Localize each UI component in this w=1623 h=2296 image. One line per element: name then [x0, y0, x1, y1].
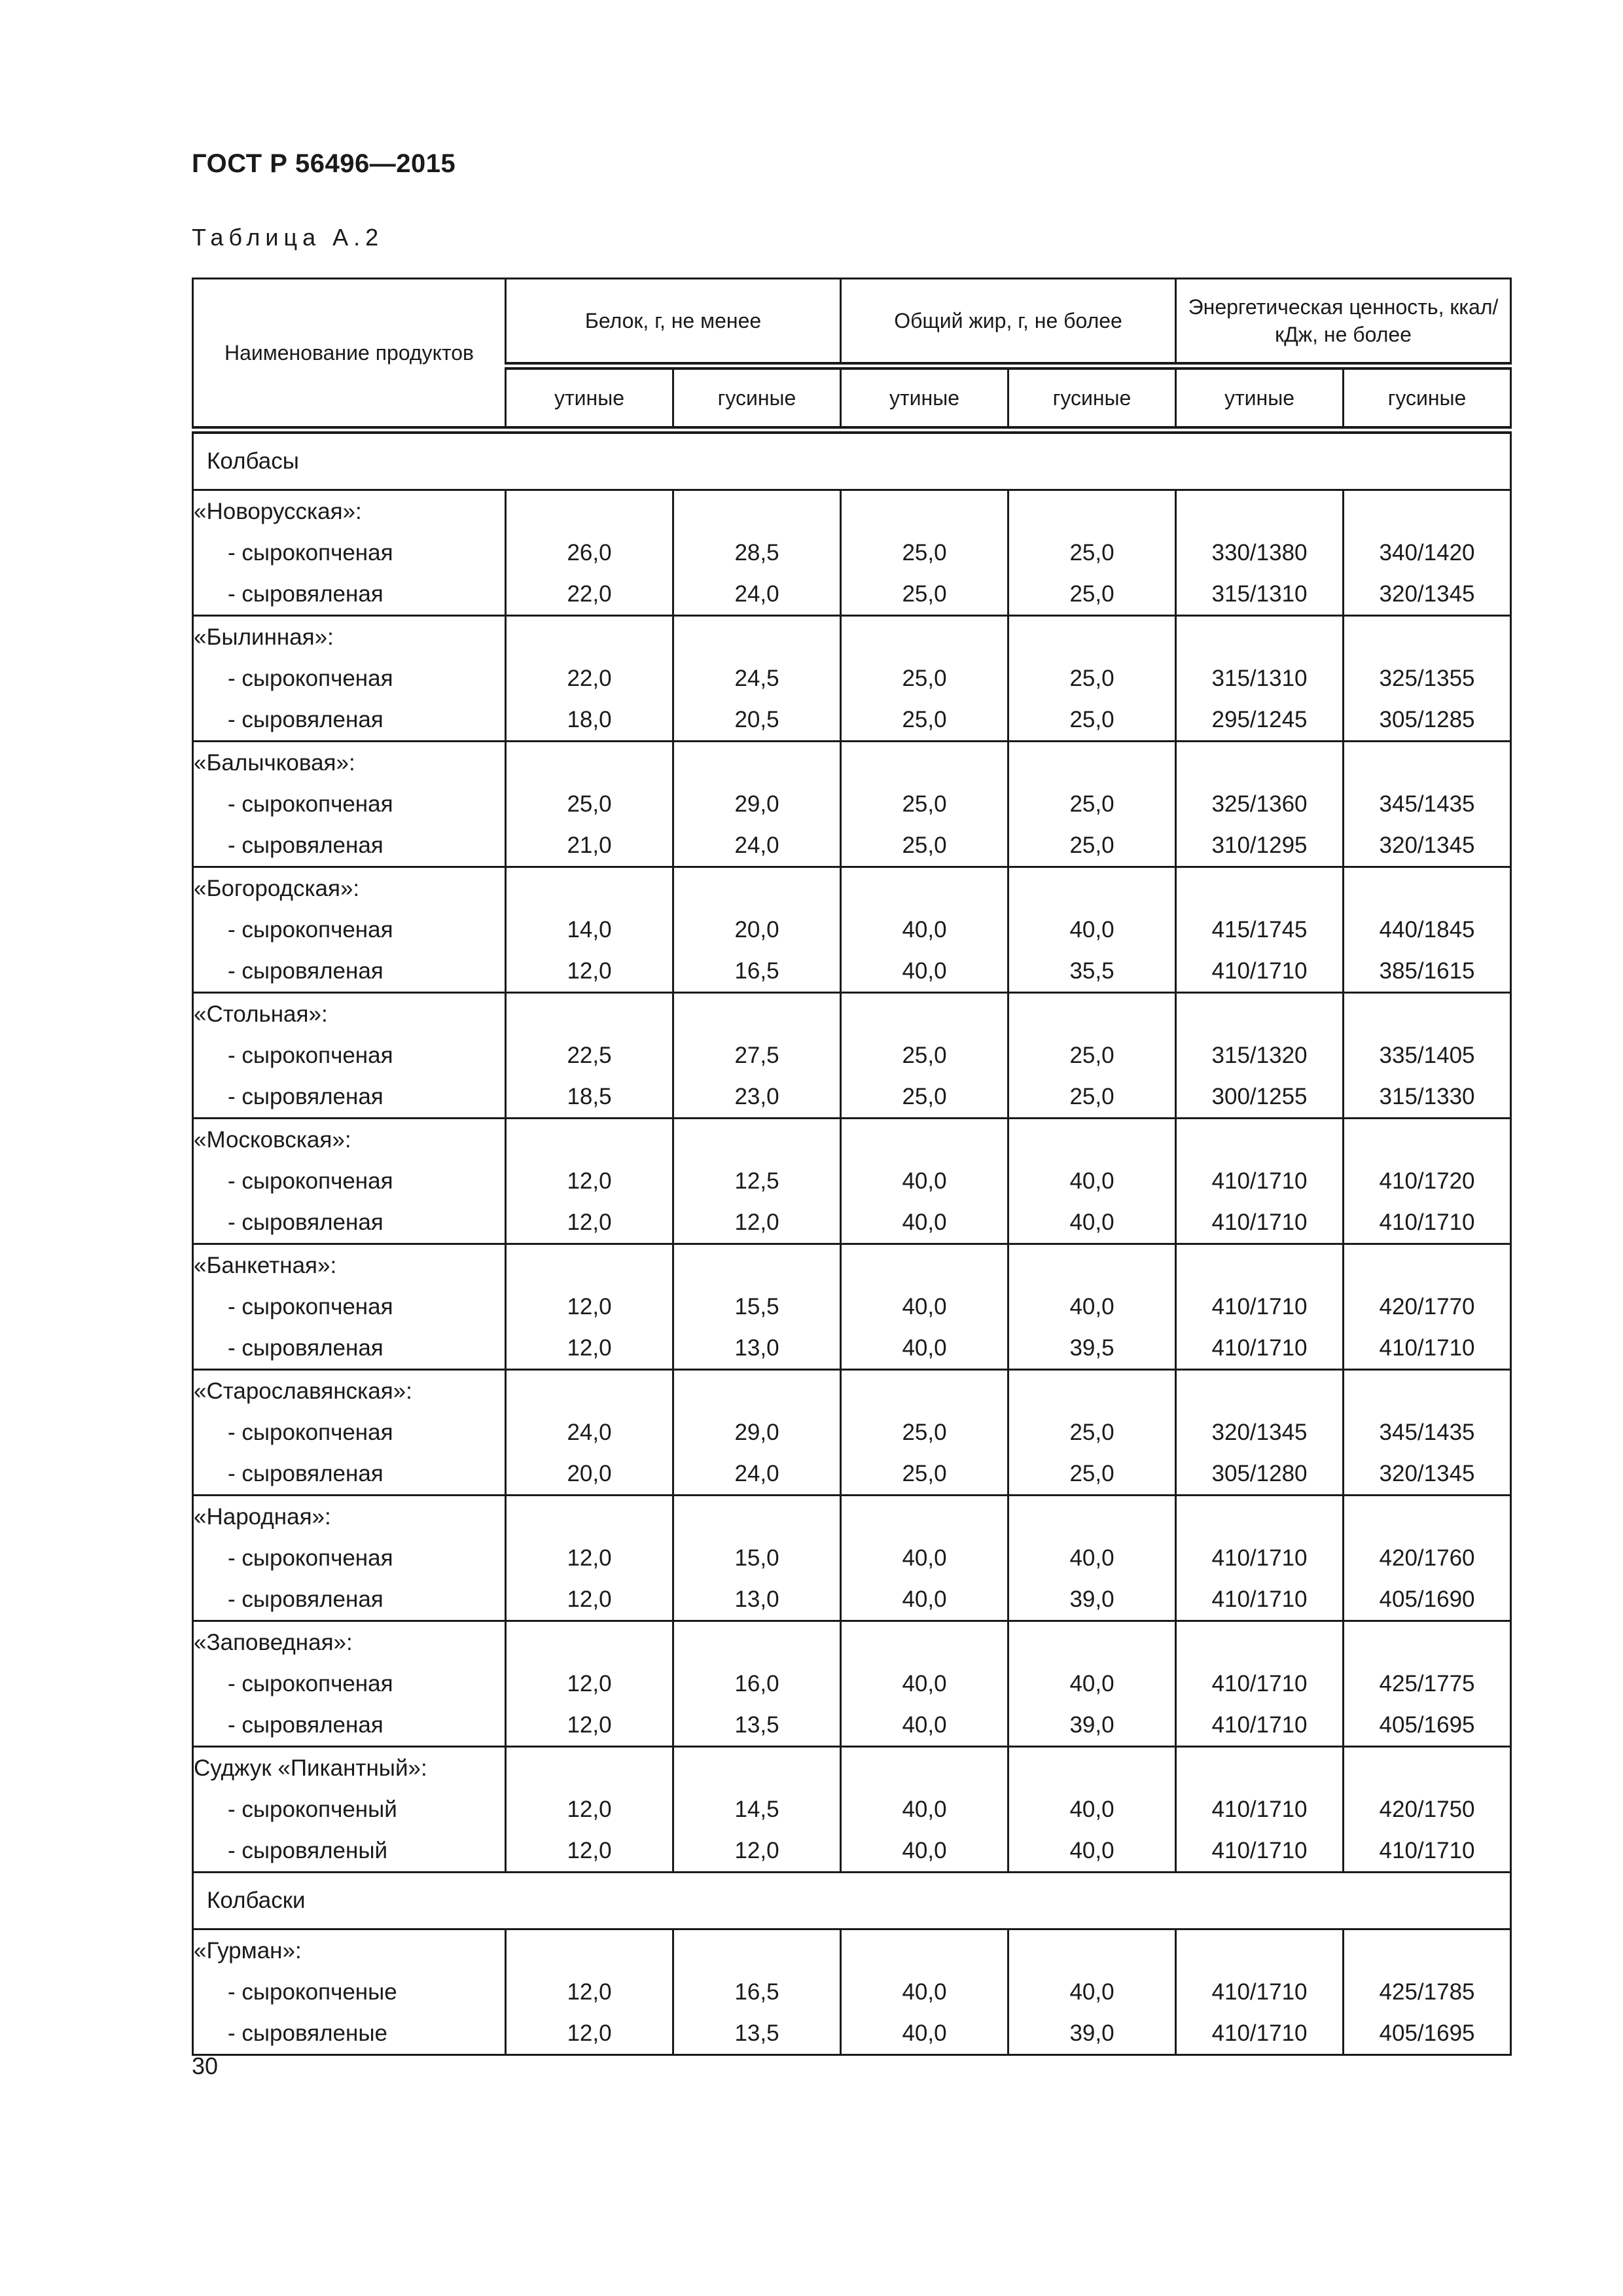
value: 39,0 [1069, 1712, 1115, 1738]
value: 18,0 [567, 707, 612, 732]
value: 12,0 [734, 1838, 779, 1863]
value: 40,0 [1069, 1545, 1115, 1571]
product-row [193, 742, 1511, 867]
value-cell [1344, 1244, 1511, 1370]
value: 40,0 [902, 1979, 947, 2005]
value: 26,0 [567, 540, 612, 565]
value: 410/1720 [1379, 1168, 1475, 1194]
variant-label: - сыровяленый [228, 1838, 388, 1863]
value: 22,0 [567, 666, 612, 691]
value: 12,0 [567, 1168, 612, 1194]
value: 420/1770 [1379, 1294, 1475, 1319]
value-cell [1008, 1747, 1176, 1873]
value: 315/1310 [1211, 581, 1308, 607]
product-row [193, 1496, 1511, 1621]
value: 40,0 [902, 958, 947, 984]
product-name: «Гурман»: [194, 1938, 302, 1964]
variant-label: - сырокопченые [228, 1979, 397, 2005]
value: 25,0 [902, 1084, 947, 1109]
value: 410/1710 [1379, 1210, 1475, 1235]
product-name-cell [193, 1496, 506, 1621]
value-cell [1344, 867, 1511, 993]
value-cell [1008, 1621, 1176, 1747]
value-cell [1176, 1119, 1344, 1244]
value-cell [1008, 490, 1176, 616]
value-cell [1176, 616, 1344, 742]
value: 39,0 [1069, 2020, 1115, 2046]
value: 22,5 [567, 1043, 612, 1068]
product-name: «Балычковая»: [194, 750, 355, 776]
variant-label: - сырокопченая [228, 1420, 393, 1445]
product-name-cell [193, 1747, 506, 1873]
variant-label: - сырокопченая [228, 1294, 393, 1319]
value: 320/1345 [1379, 833, 1475, 858]
value: 12,0 [567, 2020, 612, 2046]
value: 385/1615 [1379, 958, 1475, 984]
value: 12,0 [567, 1335, 612, 1361]
value: 12,0 [567, 1838, 612, 1863]
value: 410/1710 [1211, 1294, 1308, 1319]
value: 320/1345 [1379, 1461, 1475, 1486]
value-cell [1344, 490, 1511, 616]
value: 20,0 [567, 1461, 612, 1486]
value-cell [1344, 1370, 1511, 1496]
value-cell [506, 1244, 673, 1370]
product-name: «Стольная»: [194, 1001, 328, 1027]
value-cell [1176, 867, 1344, 993]
value: 295/1245 [1211, 707, 1308, 732]
value: 440/1845 [1379, 917, 1475, 942]
value: 13,0 [734, 1587, 779, 1612]
value-cell [841, 1929, 1008, 2055]
variant-label: - сыровяленая [228, 707, 383, 732]
value: 410/1710 [1211, 1797, 1308, 1822]
value: 25,0 [902, 581, 947, 607]
product-name: «Новорусская»: [194, 499, 362, 524]
variant-label: - сыровяленая [228, 1461, 383, 1486]
value: 410/1710 [1211, 1545, 1308, 1571]
variant-label: - сыровяленая [228, 833, 383, 858]
value: 25,0 [1069, 1461, 1115, 1486]
value: 325/1355 [1379, 666, 1475, 691]
variant-label: - сыровяленая [228, 1712, 383, 1738]
category-label: Колбасы [193, 430, 1511, 490]
subcolumn-header: утиные [841, 366, 1008, 430]
product-name: «Заповедная»: [194, 1630, 353, 1655]
value-cell [1176, 1244, 1344, 1370]
product-row [193, 490, 1511, 616]
value: 40,0 [1069, 1671, 1115, 1696]
value: 40,0 [902, 1587, 947, 1612]
product-name-cell [193, 1119, 506, 1244]
value-cell [1344, 1747, 1511, 1873]
value: 12,0 [567, 1979, 612, 2005]
nutrition-table [192, 278, 1512, 2056]
value: 410/1710 [1211, 1335, 1308, 1361]
value: 40,0 [1069, 1838, 1115, 1863]
value: 420/1750 [1379, 1797, 1475, 1822]
value: 425/1785 [1379, 1979, 1475, 2005]
value: 25,0 [902, 1420, 947, 1445]
value: 345/1435 [1379, 1420, 1475, 1445]
value-cell [506, 1119, 673, 1244]
table-header [193, 279, 1511, 431]
value: 12,0 [567, 1210, 612, 1235]
value-cell [1176, 490, 1344, 616]
value: 410/1710 [1211, 1210, 1308, 1235]
value: 340/1420 [1379, 540, 1475, 565]
value-cell [841, 1370, 1008, 1496]
value: 315/1310 [1211, 666, 1308, 691]
value: 25,0 [902, 1461, 947, 1486]
product-name-cell [193, 867, 506, 993]
value: 40,0 [902, 1545, 947, 1571]
value: 415/1745 [1211, 917, 1308, 942]
value: 24,0 [734, 1461, 779, 1486]
value: 40,0 [902, 2020, 947, 2046]
value: 22,0 [567, 581, 612, 607]
value: 410/1710 [1211, 1712, 1308, 1738]
product-name-cell [193, 616, 506, 742]
subcolumn-header: гусиные [1344, 366, 1511, 430]
value-cell [1176, 742, 1344, 867]
value-cell [673, 742, 841, 867]
product-name-cell [193, 1929, 506, 2055]
value: 25,0 [902, 540, 947, 565]
value: 40,0 [902, 917, 947, 942]
value-cell [506, 742, 673, 867]
value: 25,0 [1069, 1084, 1115, 1109]
value: 315/1330 [1379, 1084, 1475, 1109]
value: 24,0 [567, 1420, 612, 1445]
product-row [193, 1370, 1511, 1496]
value-cell [506, 490, 673, 616]
value-cell [1344, 1929, 1511, 2055]
value: 25,0 [1069, 540, 1115, 565]
value: 410/1710 [1211, 1979, 1308, 2005]
value-cell [673, 1747, 841, 1873]
value: 29,0 [734, 791, 779, 817]
product-row [193, 1929, 1511, 2055]
value: 40,0 [1069, 1294, 1115, 1319]
value: 405/1695 [1379, 2020, 1475, 2046]
value: 25,0 [1069, 666, 1115, 691]
value-cell [841, 616, 1008, 742]
variant-label: - сырокопченая [228, 1168, 393, 1194]
value-cell [506, 867, 673, 993]
value: 39,5 [1069, 1335, 1115, 1361]
value: 16,5 [734, 958, 779, 984]
value-cell [506, 1496, 673, 1621]
product-row [193, 993, 1511, 1119]
value: 410/1710 [1379, 1335, 1475, 1361]
value: 305/1280 [1211, 1461, 1308, 1486]
value: 420/1760 [1379, 1545, 1475, 1571]
value-cell [506, 1747, 673, 1873]
value: 25,0 [1069, 1420, 1115, 1445]
value-cell [1344, 742, 1511, 867]
value: 410/1710 [1211, 2020, 1308, 2046]
product-row [193, 1621, 1511, 1747]
value: 20,5 [734, 707, 779, 732]
category-row [193, 430, 1511, 490]
value: 12,0 [734, 1210, 779, 1235]
variant-label: - сырокопченая [228, 917, 393, 942]
value-cell [673, 1119, 841, 1244]
value: 345/1435 [1379, 791, 1475, 817]
value: 315/1320 [1211, 1043, 1308, 1068]
value: 29,0 [734, 1420, 779, 1445]
value-cell [1008, 1244, 1176, 1370]
value: 24,0 [734, 581, 779, 607]
value-cell [1008, 993, 1176, 1119]
column-header-name: Наименование продуктов [193, 279, 506, 431]
value-cell [841, 1747, 1008, 1873]
value: 16,0 [734, 1671, 779, 1696]
value: 25,0 [1069, 707, 1115, 732]
value: 25,0 [1069, 833, 1115, 858]
product-name: «Богородская»: [194, 876, 360, 901]
value: 35,5 [1069, 958, 1115, 984]
value: 13,0 [734, 1335, 779, 1361]
value: 15,0 [734, 1545, 779, 1571]
value: 410/1710 [1211, 1671, 1308, 1696]
value: 25,0 [902, 791, 947, 817]
value: 40,0 [1069, 917, 1115, 942]
product-row [193, 867, 1511, 993]
value-cell [1008, 1929, 1176, 2055]
variant-label: - сырокопченая [228, 1671, 393, 1696]
value-cell [1008, 1496, 1176, 1621]
variant-label: - сырокопченая [228, 1043, 393, 1068]
value: 25,0 [902, 1043, 947, 1068]
value-cell [506, 993, 673, 1119]
value-cell [673, 1496, 841, 1621]
product-name-cell [193, 1370, 506, 1496]
page-number: 30 [192, 2053, 219, 2079]
value: 320/1345 [1211, 1420, 1308, 1445]
product-name-cell [193, 490, 506, 616]
value-cell [1008, 616, 1176, 742]
value-cell [1344, 616, 1511, 742]
variant-label: - сыровяленая [228, 581, 383, 607]
value-cell [1176, 993, 1344, 1119]
variant-label: - сыровяленая [228, 1084, 383, 1109]
value-cell [841, 993, 1008, 1119]
variant-label: - сырокопченая [228, 1545, 393, 1571]
value: 410/1710 [1211, 958, 1308, 984]
value-cell [673, 1370, 841, 1496]
value: 335/1405 [1379, 1043, 1475, 1068]
subcolumn-header: утиные [506, 366, 673, 430]
value: 40,0 [902, 1671, 947, 1696]
value-cell [1008, 1119, 1176, 1244]
product-name-cell [193, 1621, 506, 1747]
subcolumn-header: гусиные [1008, 366, 1176, 430]
product-name: «Старославянская»: [194, 1378, 412, 1404]
value: 40,0 [1069, 1979, 1115, 2005]
value: 310/1295 [1211, 833, 1308, 858]
value: 40,0 [902, 1294, 947, 1319]
value: 320/1345 [1379, 581, 1475, 607]
value: 410/1710 [1211, 1838, 1308, 1863]
value: 405/1695 [1379, 1712, 1475, 1738]
value: 12,0 [567, 1587, 612, 1612]
variant-label: - сыровяленая [228, 1335, 383, 1361]
value-cell [673, 993, 841, 1119]
variant-label: - сырокопченая [228, 666, 393, 691]
value-cell [1008, 867, 1176, 993]
value: 18,5 [567, 1084, 612, 1109]
product-row [193, 616, 1511, 742]
category-row [193, 1873, 1511, 1929]
value-cell [506, 1370, 673, 1496]
value: 40,0 [1069, 1797, 1115, 1822]
variant-label: - сырокопченая [228, 540, 393, 565]
value: 13,5 [734, 1712, 779, 1738]
value-cell [506, 616, 673, 742]
value: 40,0 [902, 1335, 947, 1361]
value: 325/1360 [1211, 791, 1308, 817]
value: 40,0 [1069, 1168, 1115, 1194]
table-caption: Таблица А.2 [192, 224, 384, 251]
document-header: ГОСТ Р 56496—2015 [192, 149, 456, 178]
value-cell [1176, 1370, 1344, 1496]
value: 12,0 [567, 1545, 612, 1571]
value: 410/1710 [1211, 1587, 1308, 1612]
value-cell [673, 616, 841, 742]
value-cell [506, 1621, 673, 1747]
value-cell [841, 867, 1008, 993]
value: 410/1710 [1211, 1168, 1308, 1194]
value: 330/1380 [1211, 540, 1308, 565]
value: 40,0 [902, 1210, 947, 1235]
value-cell [841, 1496, 1008, 1621]
value: 12,5 [734, 1168, 779, 1194]
value-cell [673, 490, 841, 616]
value: 12,0 [567, 958, 612, 984]
value-cell [1176, 1621, 1344, 1747]
variant-label: - сыровяленая [228, 1210, 383, 1235]
value: 23,0 [734, 1084, 779, 1109]
value-cell [673, 1244, 841, 1370]
value: 25,0 [902, 833, 947, 858]
value-cell [673, 1621, 841, 1747]
value-cell [841, 742, 1008, 867]
value: 14,5 [734, 1797, 779, 1822]
value: 15,5 [734, 1294, 779, 1319]
product-row [193, 1119, 1511, 1244]
product-name: «Народная»: [194, 1504, 331, 1530]
value: 12,0 [567, 1671, 612, 1696]
value: 13,5 [734, 2020, 779, 2046]
value-cell [1344, 1621, 1511, 1747]
value-cell [1344, 993, 1511, 1119]
value: 25,0 [567, 791, 612, 817]
variant-label: - сыровяленая [228, 958, 383, 984]
value-cell [841, 1119, 1008, 1244]
value-cell [1344, 1119, 1511, 1244]
value-cell [1176, 1496, 1344, 1621]
product-name-cell [193, 1244, 506, 1370]
value: 28,5 [734, 540, 779, 565]
value-cell [673, 867, 841, 993]
value: 25,0 [1069, 1043, 1115, 1068]
product-name-cell [193, 742, 506, 867]
value: 300/1255 [1211, 1084, 1308, 1109]
product-row [193, 1747, 1511, 1873]
value-cell [841, 1621, 1008, 1747]
subcolumn-header: гусиные [673, 366, 841, 430]
value: 40,0 [902, 1838, 947, 1863]
value: 20,0 [734, 917, 779, 942]
value: 39,0 [1069, 1587, 1115, 1612]
value: 305/1285 [1379, 707, 1475, 732]
table-body [193, 430, 1511, 2055]
value: 40,0 [1069, 1210, 1115, 1235]
value-cell [1176, 1929, 1344, 2055]
value-cell [673, 1929, 841, 2055]
product-row [193, 1244, 1511, 1370]
value: 12,0 [567, 1797, 612, 1822]
variant-label: - сырокопченая [228, 791, 393, 817]
product-name: «Московская»: [194, 1127, 351, 1153]
subcolumn-header: утиные [1176, 366, 1344, 430]
value: 16,5 [734, 1979, 779, 2005]
value: 27,5 [734, 1043, 779, 1068]
value: 24,5 [734, 666, 779, 691]
product-name: Суджук «Пикантный»: [194, 1755, 427, 1781]
value-cell [1008, 742, 1176, 867]
product-name: «Банкетная»: [194, 1253, 337, 1278]
value: 25,0 [902, 666, 947, 691]
value-cell [1176, 1747, 1344, 1873]
value: 40,0 [902, 1797, 947, 1822]
value-cell [1344, 1496, 1511, 1621]
value: 25,0 [1069, 791, 1115, 817]
value: 14,0 [567, 917, 612, 942]
product-name-cell [193, 993, 506, 1119]
value: 425/1775 [1379, 1671, 1475, 1696]
category-label: Колбаски [193, 1873, 1511, 1929]
value-cell [506, 1929, 673, 2055]
value: 410/1710 [1379, 1838, 1475, 1863]
value: 25,0 [902, 707, 947, 732]
variant-label: - сыровяленые [228, 2020, 387, 2046]
value: 25,0 [1069, 581, 1115, 607]
column-group-fat: Общий жир, г, не более [841, 279, 1176, 367]
value-cell [841, 490, 1008, 616]
value: 40,0 [902, 1168, 947, 1194]
value-cell [1008, 1370, 1176, 1496]
value: 405/1690 [1379, 1587, 1475, 1612]
value: 21,0 [567, 833, 612, 858]
column-group-energy: Энергетическая ценность, ккал/кДж, не более [1176, 279, 1511, 367]
value: 12,0 [567, 1294, 612, 1319]
value-cell [841, 1244, 1008, 1370]
variant-label: - сырокопченый [228, 1797, 397, 1822]
variant-label: - сыровяленая [228, 1587, 383, 1612]
value: 24,0 [734, 833, 779, 858]
column-group-protein: Белок, г, не менее [506, 279, 841, 367]
value: 12,0 [567, 1712, 612, 1738]
value: 40,0 [902, 1712, 947, 1738]
product-name: «Былинная»: [194, 624, 334, 650]
